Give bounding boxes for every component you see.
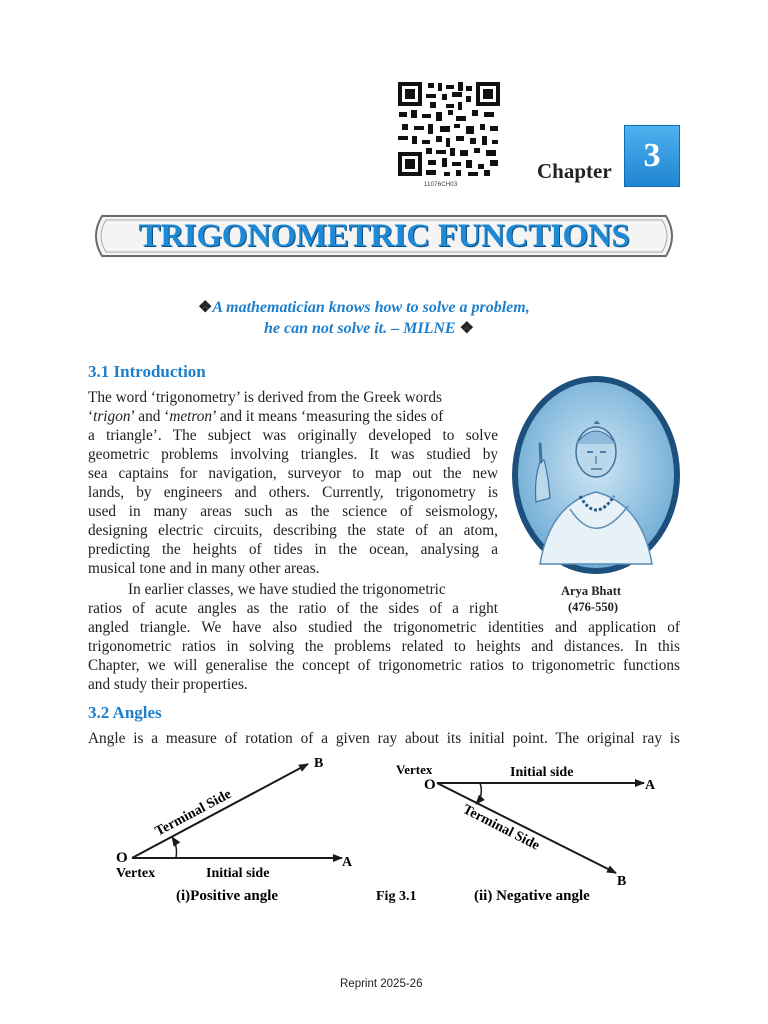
terminal-side-label: Terminal Side xyxy=(460,802,542,854)
quote-line-1: ❖A mathematician knows how to solve a problem, xyxy=(198,299,530,316)
initial-side-label: Initial side xyxy=(206,866,270,881)
quote-ornament-end: ❖ xyxy=(459,320,474,337)
intro-line: designing electric circuits, describing the state of an atom, xyxy=(88,522,498,539)
intro-line: predicting the heights of tides in the ocean, analysing a xyxy=(88,541,498,558)
para2-line: In earlier classes, we have studied the trigonometric xyxy=(128,581,446,598)
point-b-label: B xyxy=(314,756,324,771)
intro-line: ‘trigon’ and ‘metron’ and it means ‘measuring the sides of xyxy=(88,408,444,425)
intro-line: The word ‘trigonometry’ is derived from the Greek words xyxy=(88,389,442,406)
rotation-arc xyxy=(476,783,481,804)
chapter-number-badge xyxy=(624,125,680,187)
quote-ornament-start: ❖ xyxy=(198,299,213,316)
footer-reprint: Reprint 2025-26 xyxy=(340,978,423,990)
initial-side-label: Initial side xyxy=(510,765,574,780)
vertex-letter: O xyxy=(424,777,436,793)
quote-line-2: he can not solve it. – MILNE ❖ xyxy=(264,320,474,337)
terminal-side-ray xyxy=(132,764,308,858)
para2-line: trigonometric ratios in solving the problems related to heights and distances. In this xyxy=(88,638,680,655)
para2-line: angled triangle. We have also studied the trigonometric identities and application of xyxy=(88,619,680,636)
negative-angle-diagram xyxy=(396,762,656,904)
intro-line: lands, by engineers and others. Currently, trigonometry is xyxy=(88,484,498,501)
qr-code-text: 11076CH03 xyxy=(424,182,458,188)
vertex-label: Vertex xyxy=(116,866,156,881)
intro-line: a triangle’. The subject was originally developed to solve xyxy=(88,427,498,444)
positive-angle-caption: (i)Positive angle xyxy=(176,888,279,904)
terminal-side-ray xyxy=(437,783,616,873)
chapter-title: TRIGONOMETRIC FUNCTIONS xyxy=(138,217,630,254)
point-a-label: A xyxy=(645,778,656,793)
portrait-caption-name: Arya Bhatt xyxy=(561,584,622,598)
terminal-side-label: Terminal Side xyxy=(152,786,234,840)
vertex-letter: O xyxy=(116,850,128,866)
figure-angles-diagram xyxy=(96,752,688,912)
intro-line: used in many areas such as the science of seismology, xyxy=(88,503,498,520)
negative-angle-caption: (ii) Negative angle xyxy=(474,888,590,904)
rotation-arc xyxy=(172,837,177,858)
para2-line: Chapter, we will generalise the concept of trigonometric ratios to trigonometric functions xyxy=(88,657,680,674)
positive-angle-diagram xyxy=(116,756,353,904)
section-heading-angles: 3.2 Angles xyxy=(88,703,162,722)
chapter-label: Chapter xyxy=(537,159,612,183)
intro-line: geometric problems involving triangles. It was studied by xyxy=(88,446,498,463)
figure-label: Fig 3.1 xyxy=(376,889,417,904)
para2-line: and study their properties. xyxy=(88,676,248,693)
vertex-label: Vertex xyxy=(396,762,433,777)
angles-line: Angle is a measure of rotation of a given ray about its initial point. The original ray is xyxy=(88,730,680,747)
intro-line: sea captains for navigation, surveyor to map out the new xyxy=(88,465,498,482)
chapter-number: 3 xyxy=(643,137,661,174)
intro-line: musical tone and in many other areas. xyxy=(88,560,320,577)
point-a-label: A xyxy=(342,855,353,870)
section-heading-introduction: 3.1 Introduction xyxy=(88,362,206,381)
portrait-caption-years: (476-550) xyxy=(568,600,618,614)
para2-line: ratios of acute angles as the ratio of the sides of a right xyxy=(88,600,498,617)
point-b-label: B xyxy=(617,874,627,889)
aryabhatta-portrait xyxy=(510,374,682,576)
qr-code-image xyxy=(396,80,502,178)
